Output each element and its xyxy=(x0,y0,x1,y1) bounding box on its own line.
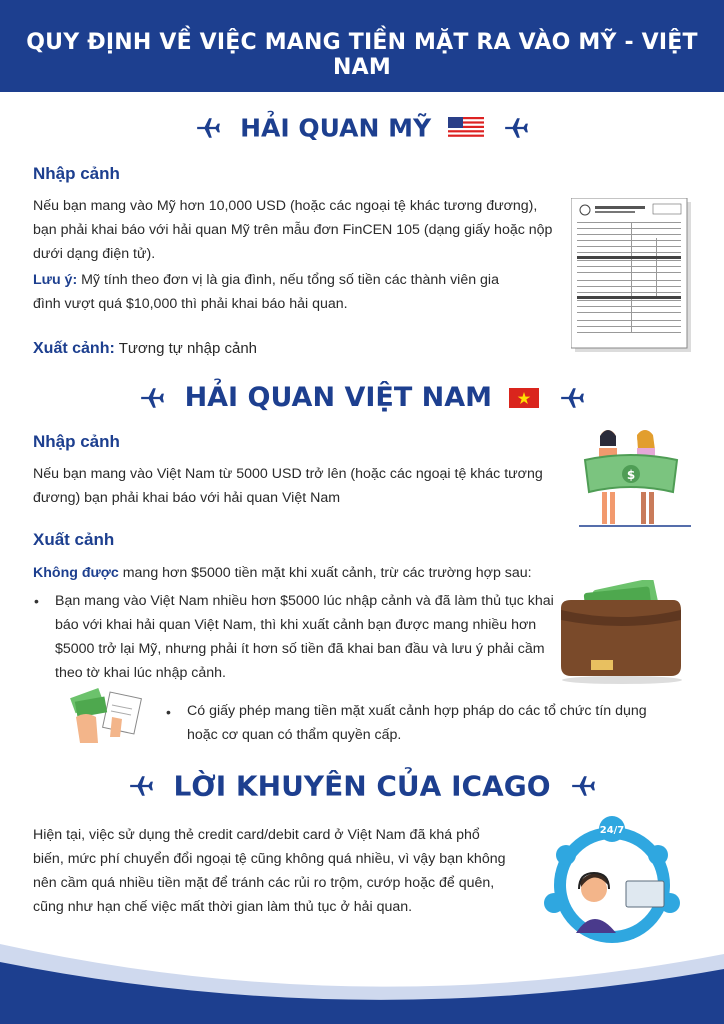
us-note xyxy=(33,268,523,316)
support-badge-label: 24/7 xyxy=(599,825,625,836)
page-title: QUY ĐỊNH VỀ VIỆC MANG TIỀN MẶT RA VÀO MỸ - VIỆT NAM xyxy=(26,30,698,80)
fincen-form-image xyxy=(571,198,693,354)
us-entry-heading: Nhập cảnh xyxy=(33,164,120,183)
airplane-icon xyxy=(195,115,221,141)
vn-entry-heading: Nhập cảnh xyxy=(33,432,120,451)
vn-entry-text: Nếu bạn mang vào Việt Nam từ 5000 USD trở lên (hoặc các ngoại tệ khác tương đương) bạn phải khai báo với hải quan Việt Nam xyxy=(33,466,543,506)
vn-exception-2: Có giấy phép mang tiền mặt xuất cảnh hợp pháp do các tổ chức tín dụng hoặc cơ quan có thẩm quyền cấp. xyxy=(187,703,647,743)
advice-title-text: LỜI KHUYÊN CỦA ICAGO xyxy=(173,769,551,803)
bullet-dot: • xyxy=(166,704,171,720)
vn-exit-bold: Không được xyxy=(33,565,119,581)
header-bar xyxy=(0,0,724,92)
airplane-icon xyxy=(128,773,154,799)
vn-exit-intro xyxy=(33,561,623,585)
vietnam-flag-icon xyxy=(509,388,539,408)
us-entry-text: Nếu bạn mang vào Mỹ hơn 10,000 USD (hoặc các ngoại tệ khác tương đương), bạn phải khai báo với hải quan Mỹ trên mẫu đơn FinCEN 105 (dạng giấy hoặc nộp dưới dạng điện tử). xyxy=(33,198,553,262)
wallet-image xyxy=(555,580,690,685)
bottom-wave-decoration xyxy=(0,914,724,1024)
bullet-dot: • xyxy=(34,593,39,609)
us-exit-label: Xuất cảnh: xyxy=(33,340,115,357)
vn-title-text: HẢI QUAN VIỆT NAM xyxy=(184,382,493,413)
advice-section-title xyxy=(0,768,724,803)
people-money-image xyxy=(575,420,693,530)
airplane-icon xyxy=(559,385,585,411)
airplane-icon xyxy=(139,385,165,411)
vn-exit-text: mang hơn $5000 tiền mặt khi xuất cảnh, trừ các trường hợp sau: xyxy=(118,565,532,581)
us-note-text: Mỹ tính theo đơn vị là gia đình, nếu tổng số tiền các thành viên gia đình vượt quá $10,000 thì phải khai báo hải quan. xyxy=(33,272,499,312)
us-exit-text: Tương tự nhập cảnh xyxy=(114,340,258,357)
vn-section-title xyxy=(0,381,724,413)
us-exit xyxy=(33,337,433,361)
us-note-label: Lưu ý: xyxy=(33,272,78,288)
us-section-title xyxy=(0,112,724,143)
advice-text: Hiện tại, việc sử dụng thẻ credit card/debit card ở Việt Nam đã khá phổ biến, mức phí chuyển đổi ngoại tệ cũng không quá nhiều, vì vậy bạn không nên cầm quá nhiều tiền mặt để tránh các rủi ro trộm, cướp hoặc để quên, cũng như hạn chế việc mất thời gian làm thủ tục ở hải quan. xyxy=(33,827,506,915)
us-flag-icon xyxy=(448,117,484,139)
vn-exit-heading: Xuất cảnh xyxy=(33,530,115,549)
airplane-icon xyxy=(570,773,596,799)
us-title-text: HẢI QUAN MỸ xyxy=(240,113,432,143)
hand-money-document-image xyxy=(66,687,142,747)
vn-exception-1: Bạn mang vào Việt Nam nhiều hơn $5000 lúc nhập cảnh và đã làm thủ tục khai báo với khai hải quan Việt Nam, thì khi xuất cảnh bạn được mang nhiều hơn $5000 trở lại Mỹ, nhưng phải ít hơn số tiền đã khai ban đầu và lưu ý phải cầm theo tờ khai lúc nhập cảnh. xyxy=(55,593,554,681)
airplane-icon xyxy=(503,115,529,141)
svg-text:$: $ xyxy=(626,468,636,482)
